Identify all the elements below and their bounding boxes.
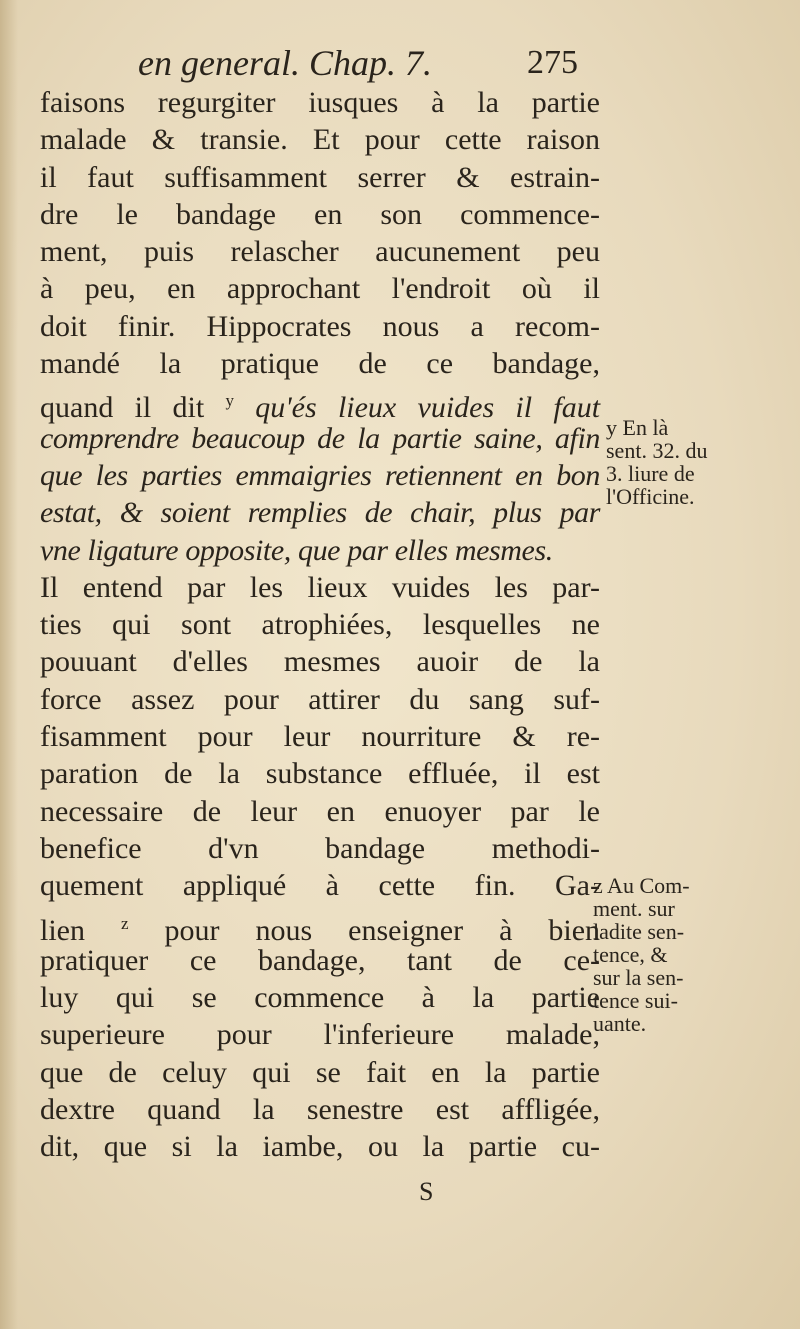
margin-note-line: 3. liure de <box>606 461 695 486</box>
text-line: ties qui sont atrophiées, lesquelles ne <box>40 608 600 642</box>
text-line: pouuant d'elles mesmes auoir de la <box>40 645 600 679</box>
signature-mark: S <box>419 1177 434 1206</box>
margin-note-y <box>606 416 707 508</box>
margin-note-line: tence sui- <box>593 988 678 1013</box>
text-line: necessaire de leur en enuoyer par le <box>40 794 600 828</box>
text-line: il faut suffisamment serrer & estrain- <box>40 160 600 194</box>
margin-note-line: ment. sur <box>593 896 675 921</box>
page-number: 275 <box>527 44 578 81</box>
text-line: benefice d'vn bandage methodi- <box>40 831 600 865</box>
text-line: dextre quand la senestre est affligée, <box>40 1093 600 1127</box>
quote-line: vne ligature opposite, que par elles mesmes. <box>40 533 553 567</box>
margin-note-line: tence, & <box>593 942 668 967</box>
text-line: dre le bandage en son commence- <box>40 197 600 231</box>
main-text <box>40 84 600 1166</box>
text-line: à peu, en approchant l'endroit où il <box>40 272 600 306</box>
text-fragment: lien <box>40 913 85 947</box>
text-line-with-quote <box>40 382 601 425</box>
text-line: fisamment pour leur nourriture & re- <box>40 720 600 754</box>
quote-line: comprendre beaucoup de la partie saine, afin <box>40 421 600 455</box>
text-line: malade & transie. Et pour cette raison <box>40 123 600 157</box>
text-line: Il entend par les lieux vuides les par- <box>40 570 600 604</box>
text-line: dit, que si la iambe, ou la partie cu- <box>40 1130 600 1164</box>
text-line: ment, puis relascher aucunement peu <box>40 235 600 269</box>
text-line: superieure pour l'inferieure malade, <box>40 1018 600 1052</box>
margin-note-line: ladite sen- <box>593 919 685 944</box>
text-line: paration de la substance effluée, il est <box>40 757 600 791</box>
quote-line: que les parties emmaigries retiennent en bon <box>40 458 600 492</box>
running-head: en general. Chap. 7. <box>138 43 432 83</box>
margin-note-z <box>593 874 690 1035</box>
page-header <box>0 38 800 88</box>
text-line: force assez pour attirer du sang suf- <box>40 682 600 716</box>
page-shadow-edge <box>0 0 18 1329</box>
text-line: que de celuy qui se fait en la partie <box>40 1055 600 1089</box>
note-mark-y: y <box>225 391 234 411</box>
margin-note-line: sent. 32. du <box>606 438 708 463</box>
quote-line: estat, & soient remplies de chair, plus par <box>40 496 600 530</box>
text-line: mandé la pratique de ce bandage, <box>40 347 600 381</box>
quotation: qu'és lieux vuides il faut <box>255 391 601 425</box>
margin-note-line: y En là <box>606 415 669 440</box>
margin-note-line: uante. <box>593 1011 647 1036</box>
text-line: luy qui se commence à la partie <box>40 981 600 1015</box>
text-line: faisons regurgiter iusques à la partie <box>40 86 600 119</box>
text-line: pratiquer ce bandage, tant de ce- <box>40 943 600 977</box>
margin-note-line: z Au Com- <box>593 873 690 898</box>
text-line-with-note <box>40 905 601 947</box>
text-fragment: quand il dit <box>40 391 205 425</box>
margin-note-line: sur la sen- <box>593 965 684 990</box>
text-line: quement appliqué à cette fin. Ga- <box>40 869 600 903</box>
margin-note-line: l'Officine. <box>606 484 695 509</box>
text-line: doit finir. Hippocrates nous a recom- <box>40 309 600 343</box>
text-fragment: pour nous enseigner à bien <box>164 913 601 947</box>
note-mark-z: z <box>120 913 129 933</box>
